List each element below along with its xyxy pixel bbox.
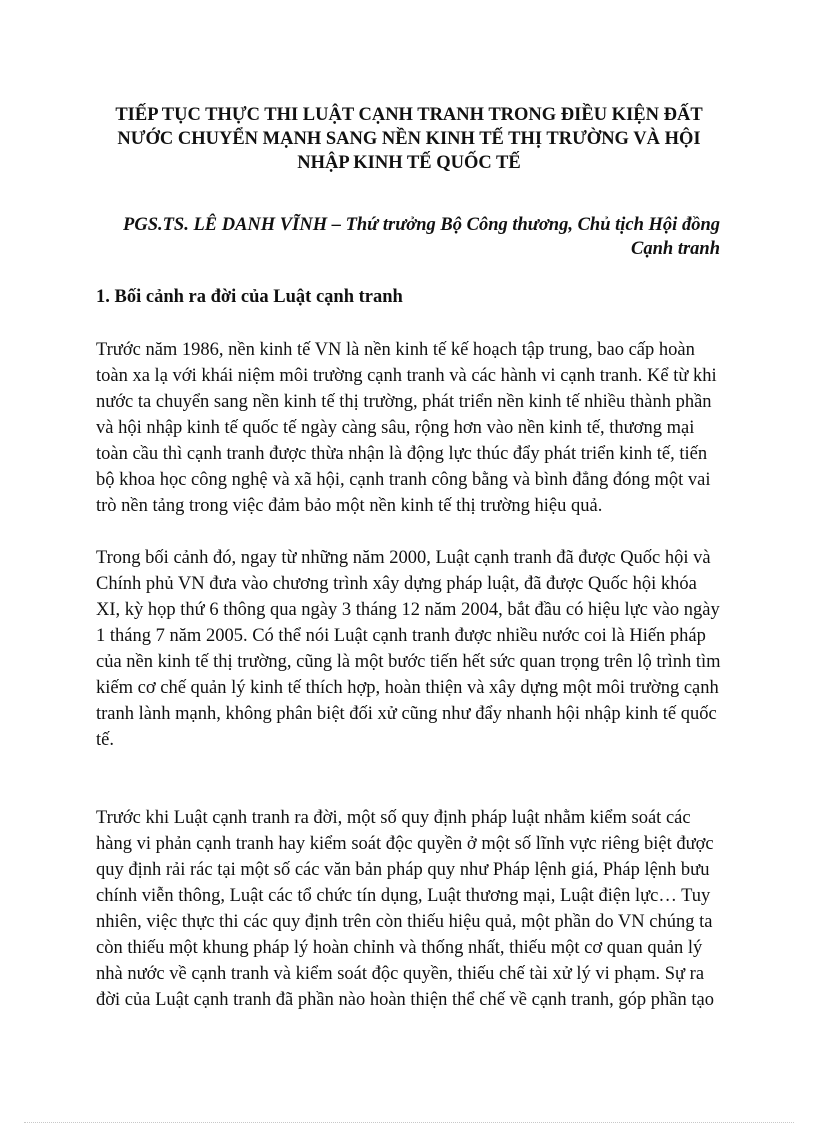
paragraph-3: Trước khi Luật cạnh tranh ra đời, một số quy định pháp luật nhằm kiểm soát các hàng vi phản cạnh tranh hay kiểm soát độc quyền ở một số lĩnh vực riêng biệt được quy định rải rác tại một số các văn bản pháp quy như Pháp lệnh giá, Pháp lệnh bưu chính viễn thông, Luật các tổ chức tín dụng, Luật thương mại, Luật điện lực… Tuy nhiên, việc thực thi các quy định trên còn thiếu hiệu quả, một phần do VN chúng ta còn thiếu một khung pháp lý hoàn chỉnh và thống nhất, thiếu một cơ quan quản lý nhà nước về cạnh tranh và kiểm soát độc quyền, thiếu chế tài xử lý vi phạm. Sự ra đời của Luật cạnh tranh đã phần nào hoàn thiện thể chế về cạnh tranh, góp phần tạo xyxy=(96,808,714,1010)
paragraph-1: Trước năm 1986, nền kinh tế VN là nền kinh tế kế hoạch tập trung, bao cấp hoàn toàn xa lạ với khái niệm môi trường cạnh tranh và các hành vi cạnh tranh. Kể từ khi nước ta chuyển sang nền kinh tế thị trường, phát triển nền kinh tế nhiều thành phần và hội nhập kinh tế quốc tế ngày càng sâu, rộng hơn vào nền kinh tế, thương mại toàn cầu thì cạnh tranh được thừa nhận là động lực thúc đẩy phát triển kinh tế, tiến bộ khoa học công nghệ và xã hội, cạnh tranh công bằng và bình đẳng đóng một vai trò nền tảng trong việc đảm bảo một nền kinh tế thị trường hiệu quả. xyxy=(96,340,717,516)
paragraph-2: Trong bối cảnh đó, ngay từ những năm 2000, Luật cạnh tranh đã được Quốc hội và Chính phủ VN đưa vào chương trình xây dựng pháp luật, đã được Quốc hội khóa XI, kỳ họp thứ 6 thông qua ngày 3 tháng 12 năm 2004, bắt đầu có hiệu lực vào ngày 1 tháng 7 năm 2005. Có thể nói Luật cạnh tranh được nhiều nước coi là Hiến pháp của nền kinh tế thị trường, cũng là một bước tiến hết sức quan trọng trên lộ trình tìm kiếm cơ chế quản lý kinh tế thích hợp, hoàn thiện và xây dựng một môi trường cạnh tranh lành mạnh, không phân biệt đối xử cũng như đẩy nhanh hội nhập kinh tế quốc tế. xyxy=(96,548,721,750)
document-title: TIẾP TỤC THỰC THI LUẬT CẠNH TRANH TRONG ĐIỀU KIỆN ĐẤT NƯỚC CHUYỂN MẠNH SANG NỀN KINH TẾ THỊ TRƯỜNG VÀ HỘI NHẬP KINH TẾ QUỐC TẾ xyxy=(115,105,703,173)
author-line: PGS.TS. LÊ DANH VĨNH – Thứ trưởng Bộ Công thương, Chủ tịch Hội đồng Cạnh tranh xyxy=(123,215,720,259)
section-heading: 1. Bối cảnh ra đời của Luật cạnh tranh xyxy=(96,287,403,307)
